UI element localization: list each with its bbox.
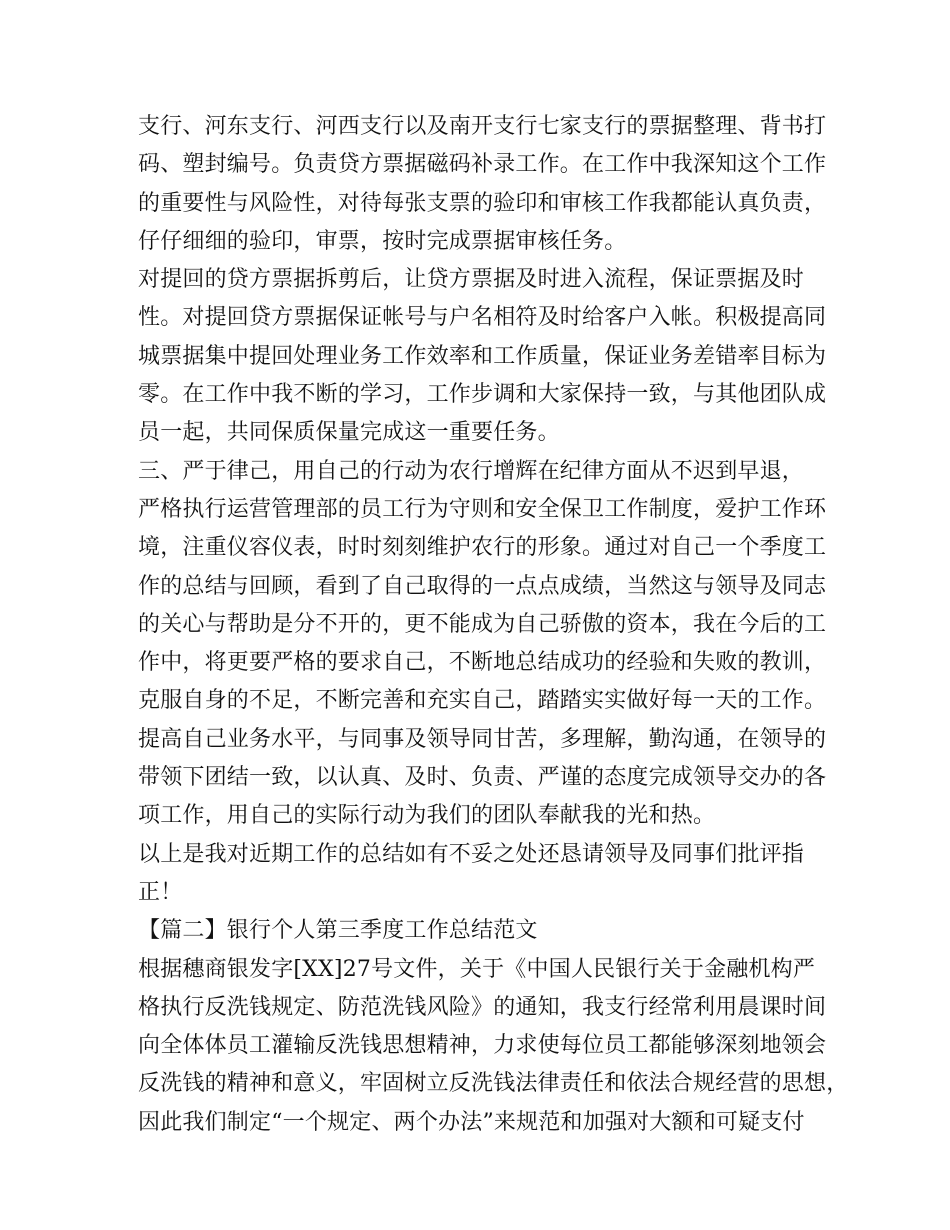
text-line: 境，注重仪容仪表，时时刻刻维护农行的形象。通过对自己一个季度工 bbox=[138, 535, 827, 561]
text-line: 因此我们制定“一个规定、两个办法”来规范和加强对大额和可疑支付 bbox=[138, 1109, 805, 1135]
text-line: 项工作，用自己的实际行动为我们的团队奉献我的光和热。 bbox=[138, 803, 716, 829]
text-line: 克服自身的不足，不断完善和充实自己，踏踏实实做好每一天的工作。 bbox=[138, 688, 827, 714]
text-line: 正！ bbox=[138, 879, 183, 905]
text-line: 性。对提回贷方票据保证帐号与户名相符及时给客户入帐。积极提高同 bbox=[138, 305, 827, 331]
text-line: 作的总结与回顾，看到了自己取得的一点点成绩，当然这与领导及同志 bbox=[138, 573, 827, 599]
text-line: 码、塑封编号。负责贷方票据磁码补录工作。在工作中我深知这个工作 bbox=[138, 152, 827, 178]
text-line: 城票据集中提回处理业务工作效率和工作质量，保证业务差错率目标为 bbox=[138, 343, 827, 369]
text-line: 严格执行运营管理部的员工行为守则和安全保卫工作制度，爱护工作环 bbox=[138, 496, 827, 522]
document-body bbox=[138, 108, 849, 1142]
section-heading: 【篇二】银行个人第三季度工作总结范文 bbox=[138, 918, 538, 944]
text-line: 的关心与帮助是分不开的，更不能成为自己骄傲的资本，我在今后的工 bbox=[138, 611, 827, 637]
text-line: 格执行反洗钱规定、防范洗钱风险》的通知，我支行经常利用晨课时间 bbox=[138, 994, 827, 1020]
text-line: 支行、河东支行、河西支行以及南开支行七家支行的票据整理、背书打 bbox=[138, 114, 827, 139]
text-line: 的重要性与风险性，对待每张支票的验印和审核工作我都能认真负责， bbox=[138, 190, 827, 216]
text-line: 三、严于律己，用自己的行动为农行增辉在纪律方面从不迟到早退， bbox=[138, 458, 805, 484]
text-line: 反洗钱的精神和意义，牢固树立反洗钱法律责任和依法合规经营的思想， bbox=[138, 1071, 849, 1097]
text-line: 带领下团结一致，以认真、及时、负责、严谨的态度完成领导交办的各 bbox=[138, 765, 827, 791]
text-line: 提高自己业务水平，与同事及领导同甘苦，多理解，勤沟通，在领导的 bbox=[138, 726, 827, 752]
text-line: 对提回的贷方票据拆剪后，让贷方票据及时进入流程，保证票据及时 bbox=[138, 267, 805, 293]
text-line: 作中，将更要严格的要求自己，不断地总结成功的经验和失败的教训， bbox=[138, 650, 827, 676]
text-line: 仔仔细细的验印，审票，按时完成票据审核任务。 bbox=[138, 228, 627, 254]
text-line: 根据穗商银发字[XX]27号文件，关于《中国人民银行关于金融机构严 bbox=[138, 956, 816, 982]
text-line: 零。在工作中我不断的学习，工作步调和大家保持一致，与其他团队成 bbox=[138, 382, 827, 408]
text-line: 以上是我对近期工作的总结如有不妥之处还恳请领导及同事们批评指 bbox=[138, 841, 805, 867]
text-line: 向全体体员工灌输反洗钱思想精神，力求使每位员工都能够深刻地领会 bbox=[138, 1033, 827, 1059]
text-line: 员一起，共同保质保量完成这一重要任务。 bbox=[138, 420, 560, 446]
